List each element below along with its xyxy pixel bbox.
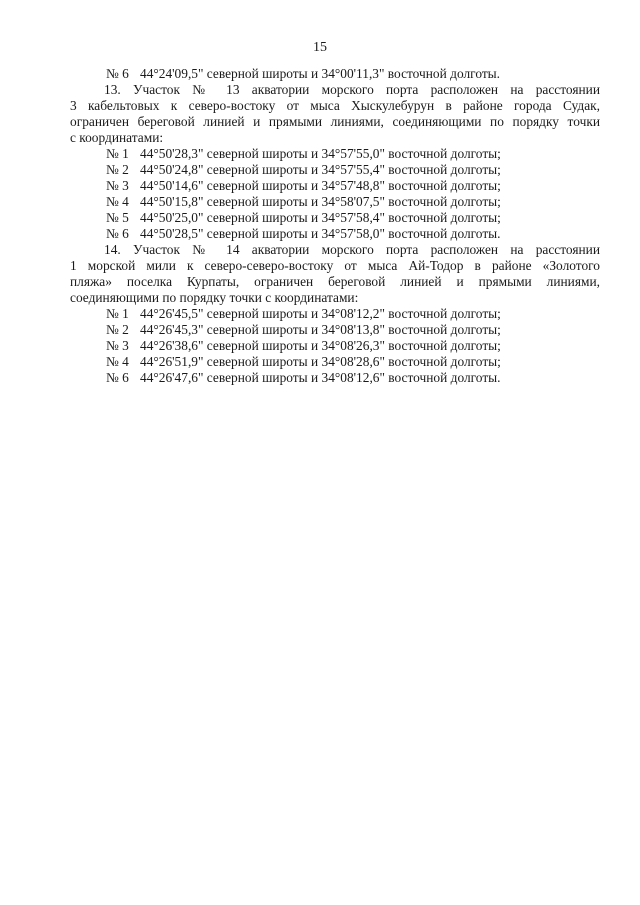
section-13-coordinates — [70, 146, 600, 242]
coordinate-row — [70, 322, 600, 338]
paragraph-line: ограничен береговой линией и прямыми линиями, соединяющими по порядку точки — [70, 114, 600, 129]
paragraph-line: 3 кабельтовых к северо-востоку от мыса Хыскулебурун в районе города Судак, — [70, 98, 600, 113]
coordinate-row — [70, 178, 600, 194]
point-coordinates: 44°26'45,3" северной широты и 34°08'13,8" восточной долготы; — [140, 322, 501, 337]
point-number: № 4 — [106, 194, 129, 209]
point-number: № 3 — [106, 338, 129, 353]
point-coordinates: 44°26'47,6" северной широты и 34°08'12,6" восточной долготы. — [140, 370, 501, 385]
point-coordinates: 44°50'25,0" северной широты и 34°57'58,4" восточной долготы; — [140, 210, 501, 225]
coordinate-row — [70, 66, 600, 82]
point-number: № 2 — [106, 322, 129, 337]
document-body — [70, 66, 600, 386]
paragraph-line: пляжа» поселка Курпаты, ограничен береговой линией и прямыми линиями, — [70, 274, 600, 289]
coordinate-row — [70, 194, 600, 210]
point-coordinates: 44°50'15,8" северной широты и 34°58'07,5" восточной долготы; — [140, 194, 501, 209]
point-number: № 6 — [106, 370, 129, 385]
coordinate-row — [70, 370, 600, 386]
point-coordinates: 44°50'28,5" северной широты и 34°57'58,0" восточной долготы. — [140, 226, 501, 241]
section-13-paragraph — [70, 82, 600, 146]
coordinate-row — [70, 210, 600, 226]
paragraph-line: с координатами: — [70, 130, 164, 145]
page-number: 15 — [313, 40, 327, 55]
point-number: № 1 — [106, 146, 129, 161]
coordinate-row — [70, 162, 600, 178]
point-number: № 6 — [106, 226, 129, 241]
coordinate-row — [70, 354, 600, 370]
point-coordinates: 44°26'38,6" северной широты и 34°08'26,3" восточной долготы; — [140, 338, 501, 353]
section-14-coordinates — [70, 306, 600, 386]
point-coordinates: 44°26'45,5" северной широты и 34°08'12,2" восточной долготы; — [140, 306, 501, 321]
paragraph-line: 1 морской мили к северо-северо-востоку от мыса Ай-Тодор в районе «Золотого — [70, 258, 600, 273]
point-number: № 4 — [106, 354, 129, 369]
paragraph-line: 13. Участок № 13 акватории морского порта расположен на расстоянии — [104, 82, 600, 97]
point-coordinates: 44°50'28,3" северной широты и 34°57'55,0" восточной долготы; — [140, 146, 501, 161]
point-coordinates: 44°26'51,9" северной широты и 34°08'28,6" восточной долготы; — [140, 354, 501, 369]
coordinate-row — [70, 338, 600, 354]
point-coordinates: 44°50'24,8" северной широты и 34°57'55,4" восточной долготы; — [140, 162, 501, 177]
point-number: № 2 — [106, 162, 129, 177]
paragraph-line: 14. Участок № 14 акватории морского порта расположен на расстоянии — [104, 242, 600, 257]
section-14-paragraph — [70, 242, 600, 306]
point-number: № 6 — [106, 66, 129, 81]
coordinate-row — [70, 306, 600, 322]
coordinate-row — [70, 226, 600, 242]
point-coordinates: 44°24'09,5" северной широты и 34°00'11,3" восточной долготы. — [140, 66, 501, 81]
point-number: № 1 — [106, 306, 129, 321]
point-coordinates: 44°50'14,6" северной широты и 34°57'48,8" восточной долготы; — [140, 178, 501, 193]
coordinate-row — [70, 146, 600, 162]
point-number: № 5 — [106, 210, 129, 225]
point-number: № 3 — [106, 178, 129, 193]
paragraph-line: соединяющими по порядку точки с координатами: — [70, 290, 359, 305]
